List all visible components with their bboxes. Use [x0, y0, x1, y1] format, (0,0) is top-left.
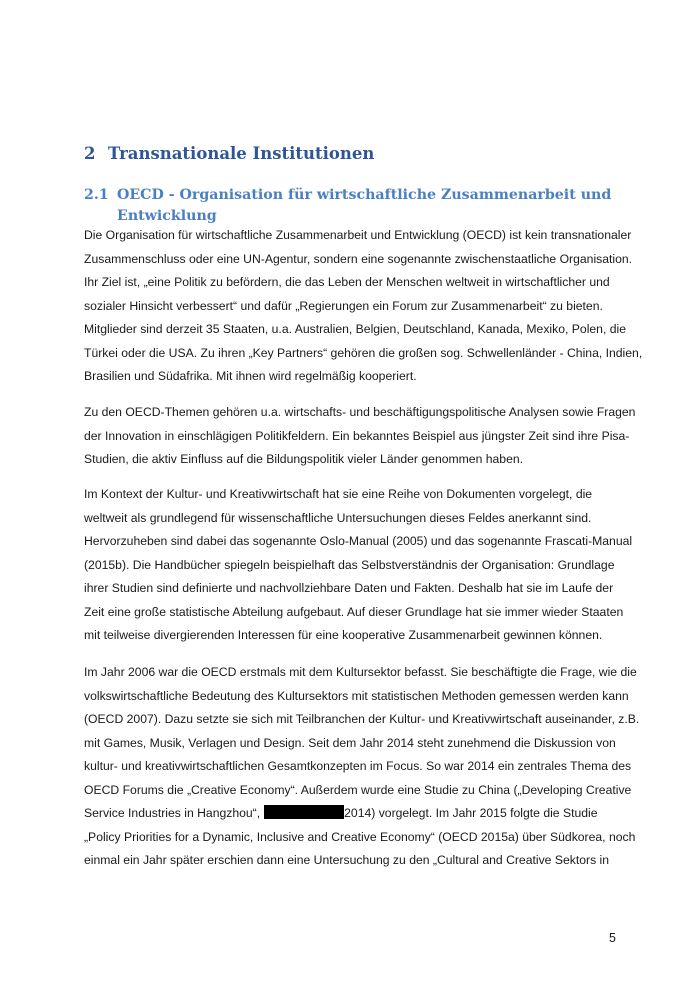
text-before-redaction: Service Industries in Hangzhou“,	[84, 806, 261, 820]
chapter-heading	[84, 144, 374, 163]
paragraph-2	[84, 401, 636, 472]
text-line: Zusammenschluss oder eine UN-Agentur, sondern eine sogenannte zwischenstaatliche Organisation.	[84, 251, 633, 266]
text-line: Hervorzuheben sind dabei das sogenannte Oslo-Manual (2005) und das sogenannte Frascati-Manual	[84, 534, 633, 548]
text-line: kultur- und kreativwirtschaftlichen Gesamtkonzepten im Focus. So war 2014 ein zentrales Thema des	[84, 759, 632, 773]
text-line: Studien, die aktiv Einfluss auf die Bildungspolitik vieler Länder genommen haben.	[84, 452, 524, 466]
text-line: volkswirtschaftliche Bedeutung des Kultursektors mit statistischen Methoden gemessen werden kann	[84, 688, 629, 703]
text-line: (OECD 2007). Dazu setzte sie sich mit Teilbranchen der Kultur- und Kreativwirtschaft auseinander, z.B.	[84, 712, 640, 726]
section-title-line-2: Entwicklung	[117, 208, 217, 224]
text-after-redaction: 2014) vorgelegt. Im Jahr 2015 folgte die Studie	[344, 806, 598, 820]
redaction-block	[264, 805, 344, 819]
text-line: ihrer Studien sind definierte und nachvollziehbare Daten und Fakten. Deshalb hat sie im Laufe der	[84, 581, 614, 595]
text-line: Ihr Ziel ist, „eine Politik zu befördern, die das Leben der Menschen weltweit in wirtschaftlicher und	[84, 275, 610, 289]
text-line: mit Games, Musik, Verlagen und Design. Seit dem Jahr 2014 steht zunehmend die Diskussion von	[84, 735, 616, 750]
chapter-title: Transnationale Institutionen	[108, 144, 375, 163]
text-line: Die Organisation für wirtschaftliche Zusammenarbeit und Entwicklung (OECD) ist kein transnationaler	[84, 228, 632, 242]
text-line: „Policy Priorities for a Dynamic, Inclusive and Creative Economy“ (OECD 2015a) über Südkorea, noch	[84, 829, 636, 844]
page-number: 5	[609, 931, 616, 945]
text-line: Im Kontext der Kultur- und Kreativwirtschaft hat sie eine Reihe von Dokumenten vorgelegt, die	[84, 487, 593, 501]
chapter-number: 2	[84, 144, 96, 163]
text-line: der Innovation in einschlägigen Politikfeldern. Ein bekanntes Beispiel aus jüngster Zeit sind ihre Pisa-	[84, 428, 630, 443]
text-line: Brasilien und Südafrika. Mit ihnen wird regelmäßig kooperiert.	[84, 369, 417, 383]
paragraph-4	[84, 661, 640, 873]
text-line-with-redaction	[84, 802, 624, 826]
text-line: Mitglieder sind derzeit 35 Staaten, u.a. Australien, Belgien, Deutschland, Kanada, Mexiko, Polen, die	[84, 322, 626, 336]
text-line: mit teilweise divergierenden Interessen für eine kooperative Zusammenarbeit gewinnen können.	[84, 628, 603, 642]
text-line: sozialer Hinsicht verbessert“ und dafür „Regierungen ein Forum zur Zusammenarbeit“ zu bieten.	[84, 298, 603, 313]
section-number: 2.1	[84, 187, 109, 203]
text-line: Im Jahr 2006 war die OECD erstmals mit dem Kultursektor befasst. Sie beschäftigte die Frage, wie die	[84, 665, 637, 679]
paragraph-3	[84, 483, 633, 648]
text-line: Zeit eine große statistische Abteilung aufgebaut. Auf dieser Grundlage hat sie immer wieder Staaten	[84, 604, 624, 619]
text-line: einmal ein Jahr später erschien dann eine Untersuchung zu den „Cultural and Creative Sektors in	[84, 853, 610, 867]
text-line: weltweit als grundlegend für wissenschaftliche Untersuchungen dieses Feldes anerkannt sind.	[84, 510, 592, 525]
text-line: (2015b). Die Handbücher spiegeln beispielhaft das Selbstverständnis der Organisation: Grundlage	[84, 557, 615, 572]
text-line: OECD Forums die „Creative Economy“. Außerdem wurde eine Studie zu China („Developing Creative	[84, 782, 632, 797]
text-line: Türkei oder die USA. Zu ihren „Key Partners“ gehören die großen sog. Schwellenländer - China, Indien,	[84, 345, 643, 360]
paragraph-1	[84, 224, 643, 389]
text-line: Zu den OECD-Themen gehören u.a. wirtschafts- und beschäftigungspolitische Analysen sowie Fragen	[84, 405, 636, 419]
section-title-line-1: OECD - Organisation für wirtschaftliche Zusammenarbeit und	[117, 187, 612, 203]
